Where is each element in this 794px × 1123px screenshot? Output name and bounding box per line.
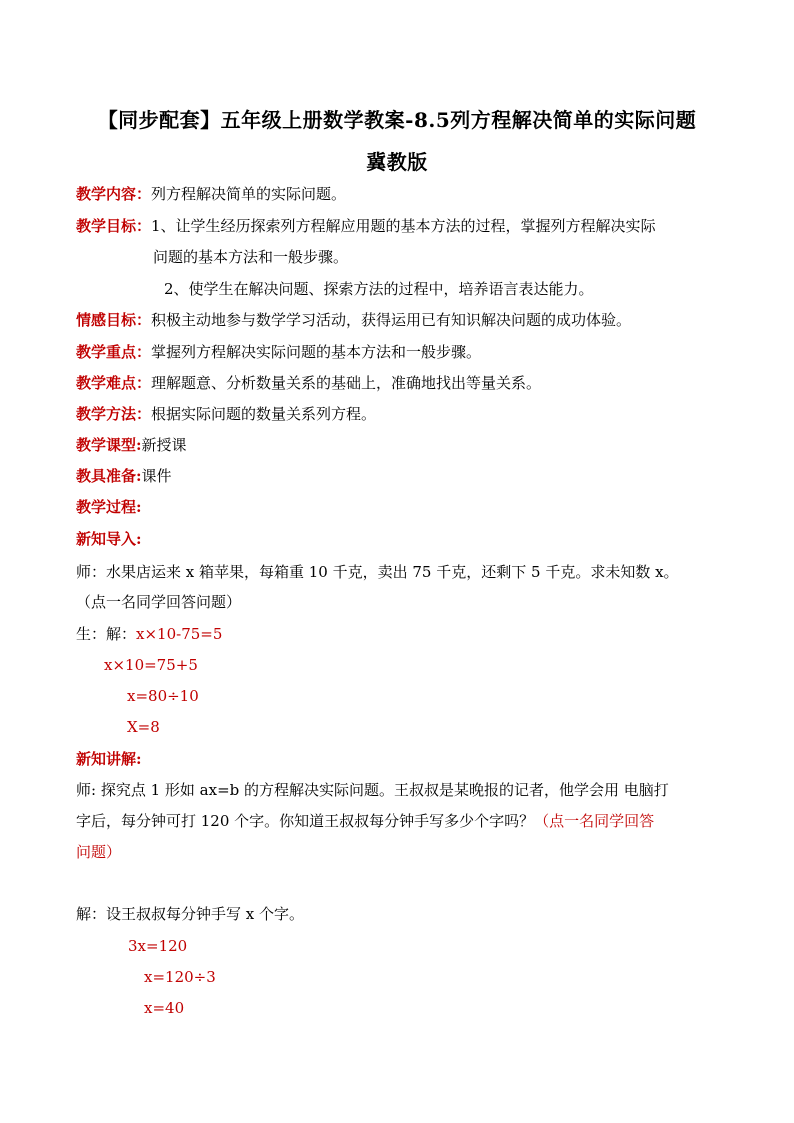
explain-teacher-b bbox=[76, 811, 654, 831]
content-row bbox=[76, 184, 346, 204]
student-prefix: 生：解： bbox=[76, 625, 137, 643]
intro-eq3: x=80÷10 bbox=[127, 687, 199, 705]
emotion-text: 积极主动地参与数学学习活动，获得运用已有知识解决问题的成功体验。 bbox=[151, 311, 632, 329]
goals-item1-b: 问题的基本方法和一般步骤。 bbox=[153, 248, 349, 266]
explain-label: 新知讲解: bbox=[76, 750, 142, 768]
key-row bbox=[76, 342, 481, 362]
lesson-type-label: 教学课型: bbox=[76, 436, 142, 454]
document-title: 【同步配套】五年级上册数学教案-8.5列方程解决简单的实际问题 bbox=[97, 108, 697, 132]
explain-solution bbox=[76, 904, 304, 924]
intro-eq4: X=8 bbox=[127, 718, 160, 736]
explain-eq2: x=120÷3 bbox=[144, 968, 216, 986]
difficulty-row bbox=[76, 373, 541, 393]
goals-row bbox=[76, 216, 656, 236]
intro-eq2: x×10=75+5 bbox=[104, 656, 198, 674]
explain-teacher-b1: 字后，每分钟可打 120 个字。你知道王叔叔每分钟手写多少个字吗？ bbox=[76, 812, 535, 830]
difficulty-label: 教学难点： bbox=[76, 374, 152, 392]
explain-teacher-c: 问题） bbox=[76, 843, 122, 861]
key-text: 掌握列方程解决实际问题的基本方法和一般步骤。 bbox=[151, 343, 482, 361]
explain-teacher-a: 师: 探究点 1 形如 ax=b 的方程解决实际问题。王叔叔是某晚报的记者，他学会用 电脑打 bbox=[76, 781, 669, 799]
intro-label: 新知导入: bbox=[76, 530, 142, 548]
emotion-label: 情感目标： bbox=[76, 311, 152, 329]
explain-eq1: 3x=120 bbox=[128, 937, 188, 955]
goals-item2: 2、使学生在解决问题、探索方法的过程中，培养语言表达能力。 bbox=[164, 280, 594, 298]
tools-text: 课件 bbox=[141, 467, 172, 485]
explain-row bbox=[76, 749, 142, 769]
explain-teacher-b2: （点一名同学回答 bbox=[534, 812, 655, 830]
method-row bbox=[76, 404, 376, 424]
emotion-row bbox=[76, 310, 631, 330]
explain-eq3: x=40 bbox=[144, 999, 185, 1017]
key-label: 教学重点： bbox=[76, 343, 152, 361]
intro-eq1: x×10-75=5 bbox=[136, 625, 223, 643]
goals-item1-a: 1、让学生经历探索列方程解应用题的基本方法的过程，掌握列方程解决实际 bbox=[151, 217, 656, 235]
tools-row bbox=[76, 466, 172, 486]
difficulty-text: 理解题意、分析数量关系的基础上，准确地找出等量关系。 bbox=[151, 374, 542, 392]
lesson-type-text: 新授课 bbox=[141, 436, 187, 454]
tools-label: 教具准备: bbox=[76, 467, 142, 485]
goals-label: 教学目标： bbox=[76, 217, 152, 235]
intro-row bbox=[76, 529, 142, 549]
process-row bbox=[76, 497, 142, 517]
document-subtitle: 冀教版 bbox=[366, 150, 428, 174]
lesson-type-row bbox=[76, 435, 187, 455]
intro-note: （点一名同学回答问题） bbox=[76, 593, 242, 611]
content-label: 教学内容： bbox=[76, 185, 152, 203]
process-label: 教学过程: bbox=[76, 498, 142, 516]
intro-teacher: 师：水果店运来 x 箱苹果，每箱重 10 千克，卖出 75 千克，还剩下 5 千克。求未知数 x。 bbox=[76, 563, 679, 581]
content-text: 列方程解决简单的实际问题。 bbox=[151, 185, 347, 203]
explain-solution-text: 解：设王叔叔每分钟手写 x 个字。 bbox=[76, 905, 304, 923]
student-row bbox=[76, 624, 222, 644]
method-text: 根据实际问题的数量关系列方程。 bbox=[151, 405, 377, 423]
method-label: 教学方法： bbox=[76, 405, 152, 423]
